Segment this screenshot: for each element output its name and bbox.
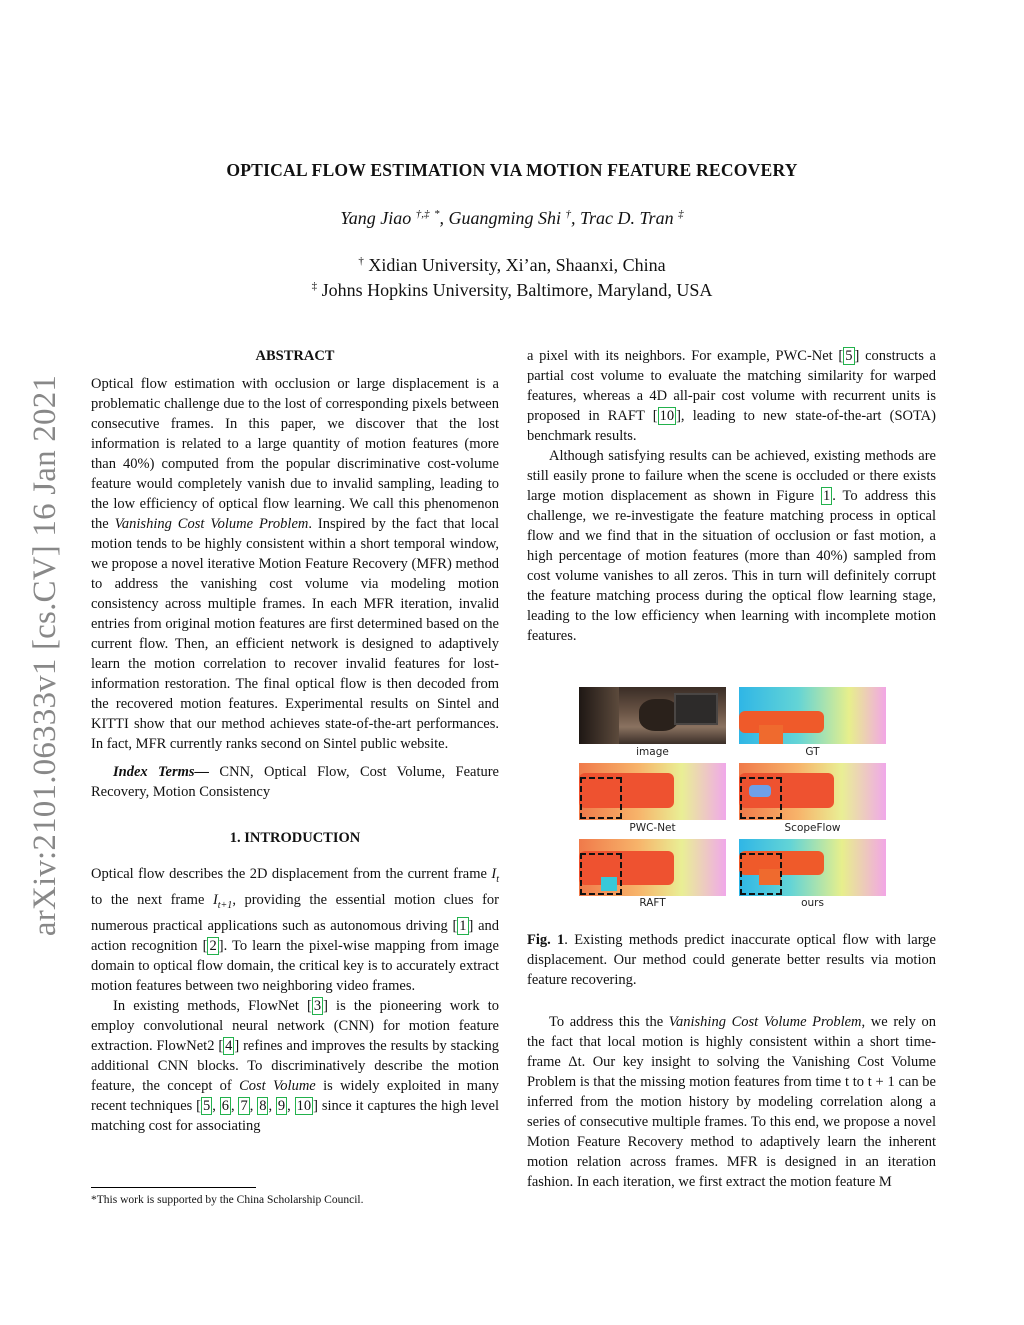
abstract-heading: ABSTRACT: [255, 348, 335, 364]
panel-label: GT: [805, 746, 820, 758]
affiliation-mark: †: [358, 255, 364, 267]
affiliation-text: Xidian University, Xi’an, Shaanxi, China: [368, 255, 666, 275]
author-name: Guangming Shi: [448, 208, 562, 228]
figure-caption: Fig. 1. Existing methods predict inaccurate optical flow with large displacement. Our method could generate better results via motion feature recovering.: [527, 932, 936, 988]
right-column-top: [527, 346, 936, 646]
citation-link[interactable]: 9: [277, 1097, 286, 1114]
raft-panel: [579, 839, 726, 896]
footnote: *This work is supported by the China Scholarship Council.: [91, 1194, 364, 1206]
affiliation-mark: ‡: [311, 280, 318, 292]
citation-link[interactable]: 5: [845, 348, 853, 364]
citation-link[interactable]: 3: [313, 997, 322, 1014]
citation-link[interactable]: 7: [240, 1097, 248, 1114]
panel-label: RAFT: [639, 897, 666, 909]
ours-panel: [739, 839, 886, 896]
footnote-divider: [91, 1187, 256, 1188]
author-line: Yang Jiao †,‡ *, Guangming Shi †, Trac D. Tran ‡: [340, 208, 684, 228]
right-paragraph-1: a pixel with its neighbors. For example, PWC-Net [ 5 ] constructs a partial cost volume to evaluate the matching similarity for warped features, whereas a 4D all-pair cost volume with recurrent units is proposed in RAFT [ 10 ], leading to new state-of-the-art (SOTA) benchmark results.: [527, 348, 936, 444]
gt-panel: [739, 687, 886, 744]
scopeflow-panel: [739, 763, 886, 820]
intro-heading: 1. INTRODUCTION: [229, 830, 361, 846]
image-panel: [579, 687, 726, 744]
author-name: Yang Jiao: [340, 208, 412, 228]
citation-link[interactable]: 10: [659, 408, 675, 424]
citation-link[interactable]: 2: [209, 937, 217, 954]
citation-link[interactable]: 5: [202, 1097, 211, 1114]
error-region-box: [740, 853, 782, 895]
panel-label: ours: [801, 897, 824, 909]
footnote-mark: *: [434, 208, 440, 220]
right-paragraph-3: To address this the Vanishing Cost Volume Problem, we rely on the fact that local motion is highly consistent within a short time-frame Δt. Our key insight to solving the Vanishing Cost Volume Problem is that the missing motion features from time t to t + 1 can be inferred from the motion history by modeling correlation along a series of consecutive multiple frames. To this end, we propose a novel Motion Feature Recovery method to adaptively learn the inherent motion relation across frames. MFR is designed in an iteration fashion. In each iteration, we first extract the motion feature M: [527, 1014, 936, 1190]
affiliation-mark: ‡: [678, 208, 684, 220]
left-column: [91, 346, 499, 1136]
citation-link[interactable]: 4: [225, 1037, 233, 1054]
right-paragraph-2: Although satisfying results can be achieved, existing methods are still easily prone to failure when the scene is occluded or there exists large motion displacement as shown in Figure 1 . To address this challenge, we re-investigate the feature matching process in optical flow and we find that in the situation of occlusion or fast motion, a high percentage of motion features (more than 40%) sampled from cost volume vanishes to all zeros. This in turn will definitely corrupt the feature matching process during the optical flow learning stage, leading to the low efficiency when learning with incomplete motion features.: [527, 448, 936, 644]
abstract-body: Optical flow estimation with occlusion or large displacement is a problematic challenge due to the lost of corresponding pixels between consecutive frames. In this paper, we discover that the lost information is related to a large quantity of motion features (more than 40%) computed from the popular discriminative cost-volume feature would completely vanish due to invalid sampling, leading to the low efficiency of optical flow learning. We call this phenomenon the Vanishing Cost Volume Problem. Inspired by the fact that local motion tends to be highly consistent within a short temporal window, we propose a novel iterative Motion Feature Recovery (MFR) method to address the vanishing cost volume via modeling motion consistency across multiple frames. In each MFR iteration, invalid entries from original motion features are first determined based on the current flow. Then, an efficient network is designed to adaptively learn the motion correlation to recover invalid features for lost-information restoration. The final optical flow is then decoded from the recovered motion features. Experimental results on Sintel and KITTI show that our method achieves state-of-the-art performances. In fact, MFR currently ranks second on Sintel public website.: [91, 376, 499, 752]
panel-label: ScopeFlow: [784, 822, 841, 834]
error-region-box: [580, 853, 622, 895]
figure-1: [579, 687, 889, 907]
author-name: Trac D. Tran: [580, 208, 674, 228]
index-terms: Index Terms— CNN, Optical Flow, Cost Volume, Feature Recovery, Motion Consistency: [91, 764, 499, 800]
paper-title: OPTICAL FLOW ESTIMATION VIA MOTION FEATURE RECOVERY: [226, 160, 798, 180]
affiliation-1: [0, 255, 1024, 276]
citation-link[interactable]: 10: [296, 1097, 312, 1114]
intro-paragraph-2: In existing methods, FlowNet [ 3 ] is the pioneering work to employ convolutional neural network (CNN) for motion feature extraction. FlowNet2 [ 4 ] refines and improves the results by stacking additional CNN blocks. To discriminatively describe the motion feature, the concept of Cost Volume is widely exploited in many recent techniques [ 5 , 6 , 7 , 8 , 9 , 10 ] since it captures the high level matching cost for associating: [91, 997, 500, 1134]
affiliation-mark: †,‡: [415, 208, 430, 220]
citation-link[interactable]: 8: [259, 1097, 267, 1114]
error-region-box: [740, 777, 782, 819]
citation-link[interactable]: 1: [459, 917, 467, 934]
affiliation-text: Johns Hopkins University, Baltimore, Maryland, USA: [321, 280, 713, 300]
error-region-box: [580, 777, 622, 819]
right-column-bottom: [527, 1012, 936, 1192]
intro-paragraph-1: Optical flow describes the 2D displacement from the current frame $I_t$ to the next frame $I_{t+1}$, providing the essential motion clues for numerous practical applications such as autonomous driving [ 1 ] and action recognition [ 2 ]. To learn the pixel-wise mapping from image domain to optical flow domain, the critical key is to accurately extract motion features between two neighboring video frames.: [91, 866, 500, 994]
figure-link[interactable]: 1: [823, 488, 831, 504]
arxiv-id-text: arXiv:2101.06333v1 [cs.CV] 16 Jan 2021: [27, 374, 64, 936]
pwc-net-panel: [579, 763, 726, 820]
panel-label: PWC-Net: [629, 822, 676, 834]
arxiv-identifier: [22, 365, 70, 945]
citation-link[interactable]: 6: [221, 1097, 229, 1114]
affiliation-mark: †: [565, 208, 572, 220]
affiliation-2: [0, 280, 1024, 301]
panel-label: image: [636, 746, 669, 758]
